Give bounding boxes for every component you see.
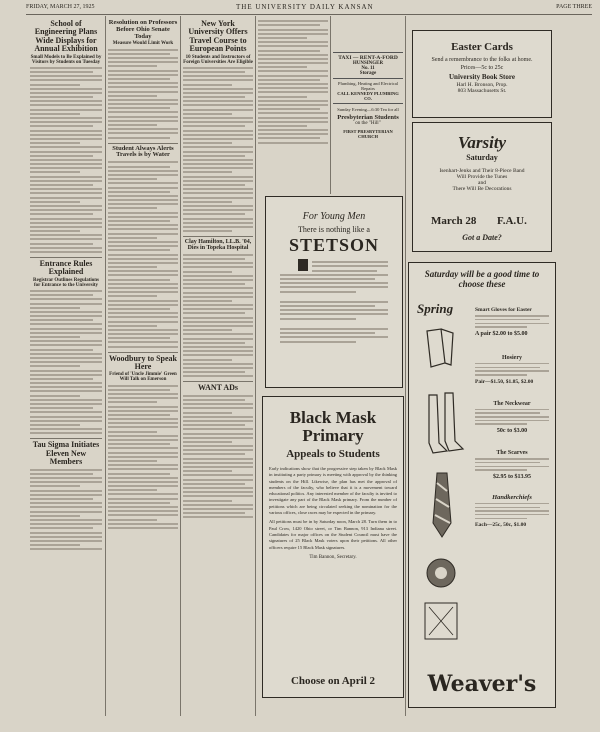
issue-date: FRIDAY, MARCH 27, 1925 [26,4,95,10]
scarf-illustration [427,559,455,587]
black-mask-title-2: Primary [302,426,364,445]
varsity-fau: F.A.U. [497,215,527,227]
easter-store: University Book Store [449,73,515,81]
easter-line: Send a remembrance to the folks at home. [431,57,533,63]
article-subhead: 10 Students and Instructors of Foreign Universities Are Eligible [183,54,253,65]
presbyterian-ad: Sunday Evening—6:30 Tea for all Presbyterian Students on the "Hill" FIRST PRESBYTERIAN CHURCH [337,107,399,139]
black-mask-ad [262,396,404,698]
varsity-day: Saturday [466,153,498,162]
price-gloves: A pair $2.00 to $5.00 [475,330,528,337]
column-rule [405,16,406,716]
easter-cards-ad [412,30,552,118]
black-mask-signature: Tim Bannon, Secretary. [309,554,357,560]
column-1 [30,18,102,718]
article-headline: Clay Hamilton, LL.B. '04, Dies in Topeka Hospital [184,239,252,252]
article-body [30,67,102,253]
column-rule [105,16,106,716]
item-neckwear: The Neckwear [493,400,531,407]
varsity-decorations: There Will Be Decorations [452,186,512,192]
weavers-ad [408,262,556,708]
item-scarves: The Scarves [496,449,528,456]
want-ads-body [183,395,253,518]
article-headline: Entrance Rules Explained [39,259,93,277]
article-body [30,469,102,551]
stocking-illustration [429,393,463,453]
article-subhead: Registrar Outlines Regulations for Entrance to the University [32,277,100,288]
article-headline: School of Engineering Plans Wide Displays for Annual Exhibition [34,19,98,54]
weavers-logo: Weaver's [427,671,537,697]
newspaper-title: THE UNIVERSITY DAILY KANSAN [236,3,374,11]
column-rule [330,16,331,194]
article-headline: New York University Offers Travel Course to European Points [188,19,248,54]
article-subhead: Small Models to Be Explained by Visitors by Students on Tuesday [30,54,102,65]
article-body [108,49,178,139]
article-subhead: Friend of 'Uncle Jimmie' Green Will Talk on Emerson [109,372,177,383]
stetson-copy [280,259,388,345]
spring-script: Spring [417,301,454,316]
column-rule [255,16,256,716]
article-body [108,161,178,347]
black-mask-cta: Choose on April 2 [290,675,376,687]
varsity-and: and [478,180,486,186]
glove-illustration [427,329,453,367]
price-neckwear: 50c to $3.00 [496,427,528,434]
item-handkerchiefs: Handkerchiefs [492,493,532,501]
small-ads [333,18,403,194]
plumbing-ad: Plumbing, Heating and Electrical Repairs CALL KENNEDY PLUMBING CO. [333,79,403,104]
article-headline: Resolution on Professors Before Ohio Senate Today [108,19,178,40]
column-rule [180,16,181,716]
stetson-line: There is nothing like a [298,225,370,234]
weavers-headline: Saturday will be a good time to choose these [424,269,540,289]
want-ads-heading: WANT ADs [197,383,239,393]
black-mask-title: Black Mask [289,408,377,427]
weavers-items [475,307,549,528]
page-number: PAGE THREE [556,4,592,10]
taxi-ad: TAXI — RENT-A-FORD HUNSINGER No. 11 Storage [333,52,403,79]
article-headline: Student Always Alerts Travels is by Water [112,144,174,159]
necktie-illustration [433,473,451,537]
article-headline: Tau Sigma Initiates Eleven New Members [32,440,100,467]
varsity-ad [412,122,552,252]
price-hosiery: Pair—$1.50, $1.85, $2.00 [475,378,534,385]
article-subhead: Measure Would Limit Work [112,41,174,47]
article-body [30,290,102,434]
column-2 [108,18,178,718]
black-mask-body: Early indications show that the progressive step taken by Black Mask in instituting a party primary is meeting with approval by the thinking students on the Hill. Likewise, the plan has met the approval of members of the faculty, who believe that it is a movement toward educational politics. Any interested member of the faculty is invited to investigate any part of the Black Mask primary. From the number of petitions which are being circulated seeking the nomination for the various offices, close races may be expected in the primary. [269,466,397,516]
column-3 [183,18,253,718]
easter-title: Easter Cards [451,41,513,53]
varsity-tunes: Will Provide the Tunes [456,174,508,180]
handkerchief-illustration [425,603,457,639]
stetson-brand: STETSON [288,235,380,255]
price-handkerchiefs: Each—25c, 50c, $1.00 [475,522,527,529]
article-body [108,385,178,529]
stetson-ad [265,196,403,388]
masthead [26,2,592,15]
classified-strip [258,18,328,194]
stetson-tagline: For Young Men [302,211,366,222]
easter-prop: Harl H. Bronson, Prop. [456,82,508,88]
varsity-band: Isenhart-Jenks and Their 8-Piece Band [439,168,525,174]
item-gloves: Smart Gloves for Easter [475,307,532,313]
article-body [183,67,253,232]
black-mask-subtitle: Appeals to Students [286,448,380,460]
fashion-illustrations [417,323,469,643]
varsity-question: Got a Date? [462,233,502,242]
article-body [183,254,253,377]
item-hosiery: Hosiery [502,354,522,361]
varsity-title: Varsity [457,133,507,152]
easter-address: 803 Massachusetts St. [457,88,507,94]
article-headline: Woodbury to Speak Here [108,353,178,372]
varsity-date: March 28 [431,215,477,227]
black-mask-body-2: All petitions must be in by Saturday noon, March 28. Turn them in to Paul Crow, 1420 Ohio street, or Tim Bannon, 913 Indiana street. Candidates for major offices on the Student Council must have the signatures of 25 Black Mask voters upon their petitions. All other officers require 15 Black Mask signatures. [269,519,397,550]
easter-prices: Prices—5c to 25c [460,65,504,71]
price-scarves: $2.95 to $13.95 [493,473,531,480]
